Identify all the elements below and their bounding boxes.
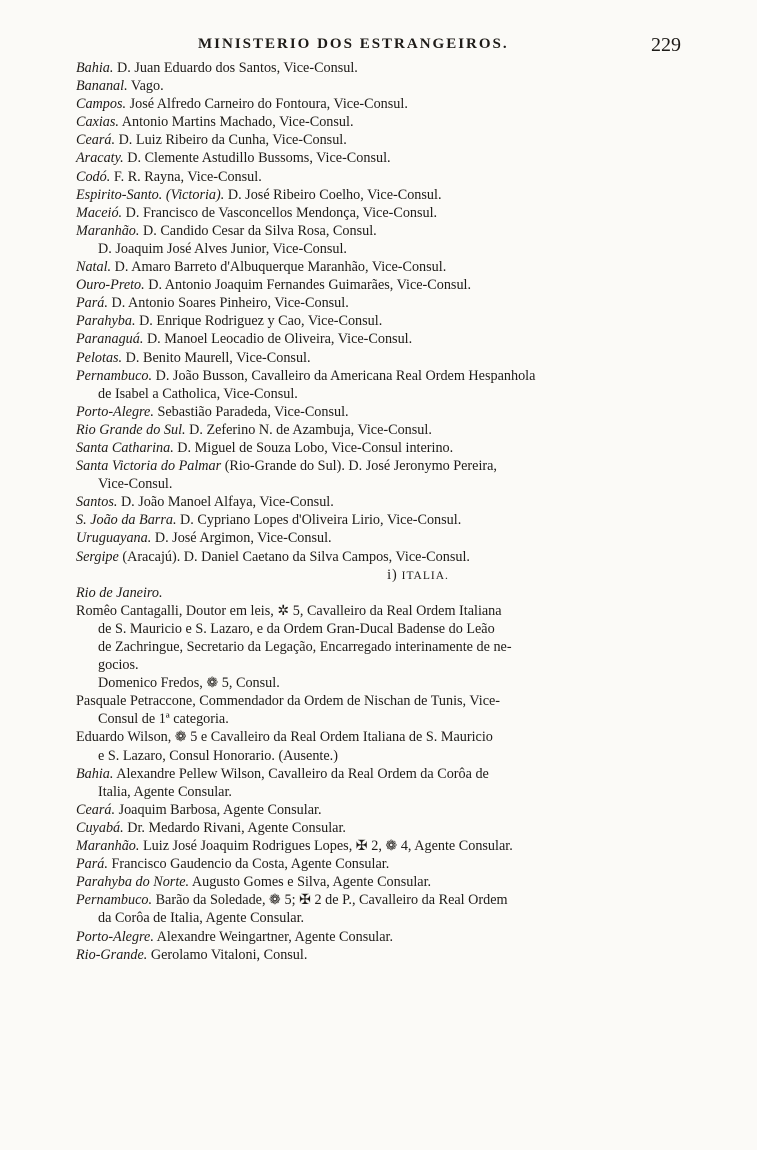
entry-line bbox=[76, 95, 720, 113]
entry-line bbox=[76, 330, 720, 348]
entry-line bbox=[76, 276, 720, 294]
entry-text: D. João Manoel Alfaya, Vice-Consul. bbox=[117, 494, 334, 511]
entry-text: D. Benito Maurell, Vice-Consul. bbox=[122, 349, 311, 366]
place-name: Caxias. bbox=[76, 114, 119, 131]
entry-text: Romêo Cantagalli, Doutor em leis, ✲ 5, Cavalleiro da Real Ordem Italiana bbox=[76, 602, 502, 619]
place-name: Aracaty. bbox=[76, 150, 124, 167]
entry-text: Consul de 1ª categoria. bbox=[98, 711, 229, 728]
entry-text: Sebastião Paradeda, Vice-Consul. bbox=[153, 403, 349, 420]
entry-line bbox=[76, 602, 720, 620]
entry-line bbox=[76, 584, 720, 602]
place-name: Sergipe bbox=[76, 548, 119, 565]
entry-text: D. Antonio Joaquim Fernandes Guimarães, Vice-Consul. bbox=[144, 277, 472, 294]
entry-line bbox=[76, 186, 720, 204]
entry-text: D. Cypriano Lopes d'Oliveira Lirio, Vice-Consul. bbox=[176, 512, 462, 529]
consulate-list-spain bbox=[76, 59, 720, 566]
entry-text: Augusto Gomes e Silva, Agente Consular. bbox=[189, 874, 432, 891]
entry-line bbox=[76, 240, 720, 258]
section-heading-italia bbox=[76, 566, 720, 584]
place-name: Bananal. bbox=[76, 78, 128, 95]
entry-text: Francisco Gaudencio da Costa, Agente Consular. bbox=[107, 856, 390, 873]
entry-text: gocios. bbox=[98, 657, 139, 674]
place-name: Pelotas. bbox=[76, 349, 123, 366]
place-name: Rio Grande do Sul. bbox=[76, 421, 186, 438]
entry-text: D. Francisco de Vasconcellos Mendonça, Vice-Consul. bbox=[122, 204, 438, 221]
entry-text: D. José Ribeiro Coelho, Vice-Consul. bbox=[224, 186, 442, 203]
entry-text: de Zachringue, Secretario da Legação, Encarregado interinamente de ne- bbox=[98, 639, 512, 655]
place-name: S. João da Barra. bbox=[76, 512, 177, 529]
entry-line bbox=[76, 149, 720, 167]
entry-line bbox=[76, 204, 720, 222]
place-name: Maceió. bbox=[76, 204, 123, 221]
entry-text: D. José Argimon, Vice-Consul. bbox=[151, 530, 332, 547]
entry-line bbox=[76, 475, 720, 493]
entry-text: D. Candido Cesar da Silva Rosa, Consul. bbox=[139, 222, 377, 239]
consulate-list-italia bbox=[76, 584, 720, 964]
place-name: Espirito-Santo. (Victoria). bbox=[76, 186, 225, 203]
entry-line bbox=[76, 855, 720, 873]
place-name: Porto-Alegre. bbox=[76, 403, 154, 420]
entry-line bbox=[76, 349, 720, 367]
entry-text: F. R. Rayna, Vice-Consul. bbox=[110, 168, 262, 185]
place-name: Santa Catharina. bbox=[76, 439, 174, 456]
entry-line bbox=[76, 837, 720, 855]
entry-text: Vice-Consul. bbox=[98, 476, 173, 493]
place-name: Campos. bbox=[76, 96, 127, 113]
entry-line bbox=[76, 692, 720, 710]
entry-text: D. Miguel de Souza Lobo, Vice-Consul interino. bbox=[173, 439, 454, 456]
entry-line bbox=[76, 168, 720, 186]
place-name: Santa Victoria do Palmar bbox=[76, 458, 222, 475]
entry-text: de Isabel a Catholica, Vice-Consul. bbox=[98, 385, 298, 402]
entry-line bbox=[76, 457, 720, 475]
entry-text: D. Juan Eduardo dos Santos, Vice-Consul. bbox=[113, 60, 358, 76]
entry-line bbox=[76, 728, 720, 746]
entry-text: Gerolamo Vitaloni, Consul. bbox=[147, 946, 308, 963]
entry-text: Dr. Medardo Rivani, Agente Consular. bbox=[123, 819, 346, 836]
entry-text: Antonio Martins Machado, Vice-Consul. bbox=[118, 114, 354, 131]
entry-text: D. Luiz Ribeiro da Cunha, Vice-Consul. bbox=[115, 132, 347, 149]
place-name: Cuyabá. bbox=[76, 819, 124, 836]
entry-line bbox=[76, 765, 720, 783]
entry-text: D. Manoel Leocadio de Oliveira, Vice-Consul. bbox=[143, 331, 413, 348]
entry-line bbox=[76, 222, 720, 240]
entry-line bbox=[76, 891, 720, 909]
place-name: Paranaguá. bbox=[76, 331, 144, 348]
entry-line bbox=[76, 511, 720, 529]
entry-line bbox=[76, 801, 720, 819]
place-name: Natal. bbox=[76, 259, 112, 276]
entry-text: (Rio-Grande do Sul). D. José Jeronymo Pereira, bbox=[221, 458, 497, 475]
page-number: 229 bbox=[651, 34, 681, 56]
place-name: Ceará. bbox=[76, 801, 116, 818]
entry-line bbox=[76, 710, 720, 728]
entry-line bbox=[76, 819, 720, 837]
entry-text: Barão da Soledade, ❁ 5; ✠ 2 de P., Cavalleiro da Real Ordem bbox=[152, 892, 508, 909]
entry-text: Pasquale Petraccone, Commendador da Ordem de Nischan de Tunis, Vice- bbox=[76, 693, 501, 710]
entry-text: D. Amaro Barreto d'Albuquerque Maranhão, Vice-Consul. bbox=[111, 259, 447, 276]
entry-line bbox=[76, 294, 720, 312]
place-name: Parahyba do Norte. bbox=[76, 874, 190, 891]
entry-line bbox=[76, 928, 720, 946]
entry-text: de S. Mauricio e S. Lazaro, e da Ordem Gran-Ducal Badense do Leão bbox=[98, 620, 495, 637]
entry-text: Alexandre Pellew Wilson, Cavalleiro da Real Ordem da Corôa de bbox=[113, 765, 489, 782]
entry-line bbox=[76, 909, 720, 927]
page-title: MINISTERIO DOS ESTRANGEIROS. bbox=[198, 36, 509, 52]
entry-line bbox=[76, 403, 720, 421]
entry-text: (Aracajú). D. Daniel Caetano da Silva Campos, Vice-Consul. bbox=[118, 548, 470, 565]
entry-text: D. Zeferino N. de Azambuja, Vice-Consul. bbox=[185, 421, 432, 438]
entry-text: Joaquim Barbosa, Agente Consular. bbox=[115, 801, 322, 818]
place-name: Rio-Grande. bbox=[76, 946, 148, 963]
entry-line bbox=[76, 312, 720, 330]
entry-line bbox=[76, 421, 720, 439]
place-name: Ceará. bbox=[76, 132, 116, 149]
entry-line bbox=[76, 131, 720, 149]
entry-text: D. Enrique Rodriguez y Cao, Vice-Consul. bbox=[135, 313, 383, 330]
place-name: Rio de Janeiro. bbox=[76, 584, 163, 601]
entry-line bbox=[76, 493, 720, 511]
entry-line bbox=[76, 439, 720, 457]
section-name: ITALIA. bbox=[401, 569, 449, 582]
entry-text: Italia, Agente Consular. bbox=[98, 783, 232, 800]
entry-line bbox=[76, 59, 720, 77]
entry-text: da Corôa de Italia, Agente Consular. bbox=[98, 910, 305, 927]
entry-line bbox=[76, 258, 720, 276]
entry-line bbox=[76, 873, 720, 891]
entry-line bbox=[76, 113, 720, 131]
place-name: Porto-Alegre. bbox=[76, 928, 154, 945]
entry-line bbox=[76, 620, 720, 638]
entry-line bbox=[76, 529, 720, 547]
entry-line bbox=[76, 674, 720, 692]
entry-line bbox=[76, 385, 720, 403]
place-name: Bahia. bbox=[76, 765, 114, 782]
place-name: Bahia. bbox=[76, 60, 114, 76]
entry-text: D. Clemente Astudillo Bussoms, Vice-Consul. bbox=[123, 150, 391, 167]
place-name: Parahyba. bbox=[76, 313, 136, 330]
place-name: Pará. bbox=[76, 295, 108, 312]
entry-text: José Alfredo Carneiro do Fontoura, Vice-Consul. bbox=[126, 96, 408, 113]
entry-line bbox=[76, 548, 720, 566]
place-name: Maranhão. bbox=[76, 838, 140, 855]
section-letter: i) bbox=[387, 566, 398, 583]
place-name: Uruguayana. bbox=[76, 530, 152, 547]
entry-line bbox=[76, 747, 720, 765]
place-name: Pará. bbox=[76, 856, 108, 873]
entry-text: D. Antonio Soares Pinheiro, Vice-Consul. bbox=[107, 295, 349, 312]
entry-text: e S. Lazaro, Consul Honorario. (Ausente.) bbox=[98, 747, 338, 764]
place-name: Santos. bbox=[76, 494, 118, 511]
entry-line bbox=[76, 367, 720, 385]
entry-text: Vago. bbox=[127, 78, 164, 95]
place-name: Maranhão. bbox=[76, 222, 140, 239]
entry-line bbox=[76, 783, 720, 801]
entry-line bbox=[76, 946, 720, 964]
place-name: Ouro-Preto. bbox=[76, 277, 145, 294]
entry-text: Alexandre Weingartner, Agente Consular. bbox=[153, 928, 394, 945]
entry-text: Eduardo Wilson, ❁ 5 e Cavalleiro da Real Ordem Italiana de S. Mauricio bbox=[76, 729, 493, 746]
page-content bbox=[76, 59, 720, 964]
place-name: Pernambuco. bbox=[76, 892, 153, 909]
entry-line bbox=[76, 656, 720, 674]
place-name: Codó. bbox=[76, 168, 111, 185]
entry-text: Luiz José Joaquim Rodrigues Lopes, ✠ 2, ❁ 4, Agente Consular. bbox=[139, 838, 513, 855]
entry-text: Domenico Fredos, ❁ 5, Consul. bbox=[98, 675, 280, 692]
entry-text: D. João Busson, Cavalleiro da Americana Real Ordem Hespanhola bbox=[152, 367, 536, 384]
entry-line bbox=[76, 638, 720, 656]
entry-text: D. Joaquim José Alves Junior, Vice-Consul. bbox=[98, 240, 347, 257]
page-header bbox=[0, 36, 757, 60]
entry-line bbox=[76, 77, 720, 95]
place-name: Pernambuco. bbox=[76, 367, 153, 384]
